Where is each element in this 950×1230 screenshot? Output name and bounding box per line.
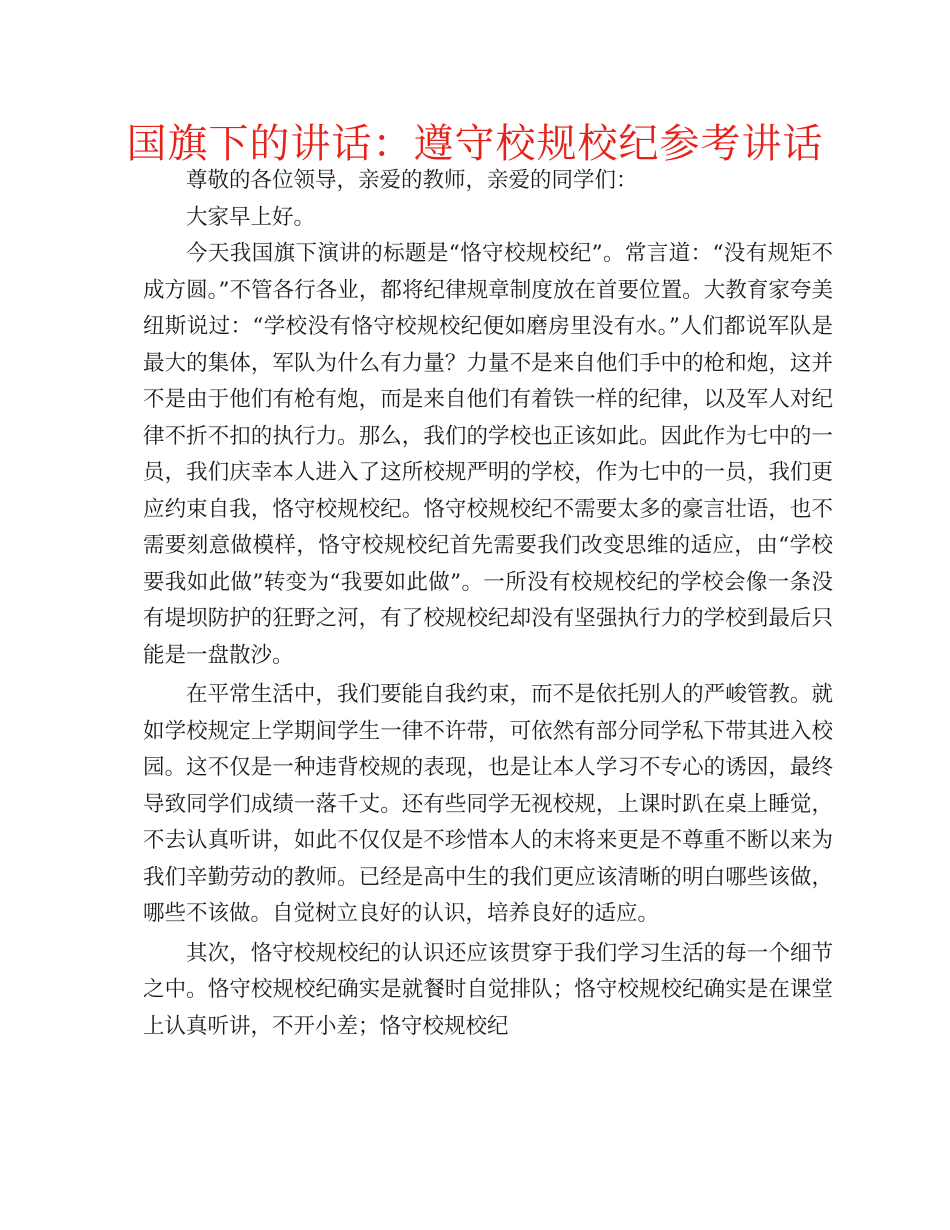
paragraph-greeting: 尊敬的各位领导，亲爱的教师，亲爱的同学们： [186,168,638,193]
paragraph-details: 其次，恪守校规校纪的认识还应该贯穿于我们学习生活的每一个细节之中。恪守校规校纪确实是就餐时自觉排队；恪守校规校纪确实是在课堂上认真听讲，不开小差；恪守校规校纪 [143,940,833,1039]
document-title: 国旗下的讲话：遵守校规校纪参考讲话 [126,121,824,167]
document-body [143,163,833,1045]
paragraph-morning: 大家早上好。 [186,204,316,230]
paragraph-intro: 今天我国旗下演讲的标题是“恪守校规校纪”。常言道：“没有规矩不成方圆。”不管各行各业，都将纪律规章制度放在首要位置。大教育家夸美纽斯说过：“学校没有恪守校规校纪便如磨房里没有水。”人们都说军队是最大的集体，军队为什么有力量？力量不是来自他们手中的枪和炮，这并不是由于他们有枪有炮，而是来自他们有着铁一样的纪律，以及军人对纪律不折不扣的执行力。那么，我们的学校也正该如此。因此作为七中的一员，我们庆幸本人进入了这所校规严明的学校，作为七中的一员，我们更应约束自我，恪守校规校纪。恪守校规校纪不需要太多的豪言壮语，也不需要刻意做模样，恪守校规校纪首先需要我们改变思维的适应，由“学校要我如此做”转变为“我要如此做”。一所没有校规校纪的学校会像一条没有堤坝防护的狂野之河，有了校规校纪却没有坚强执行力的学校到最后只能是一盘散沙。 [143,241,833,668]
paragraph-self-discipline: 在平常生活中，我们要能自我约束，而不是依托别人的严峻管教。就如学校规定上学期间学生一律不许带，可依然有部分同学私下带其进入校园。这不仅是一种违背校规的表现，也是让本人学习不专心的诱因，最终导致同学们成绩一落千丈。还有些同学无视校规，上课时趴在桌上睡觉，不去认真听讲，如此不仅仅是不珍惜本人的末将来更是不尊重不断以来为我们辛勤劳动的教师。已经是高中生的我们更应该清晰的明白哪些该做，哪些不该做。自觉树立良好的认识，培养良好的适应。 [143,682,833,926]
